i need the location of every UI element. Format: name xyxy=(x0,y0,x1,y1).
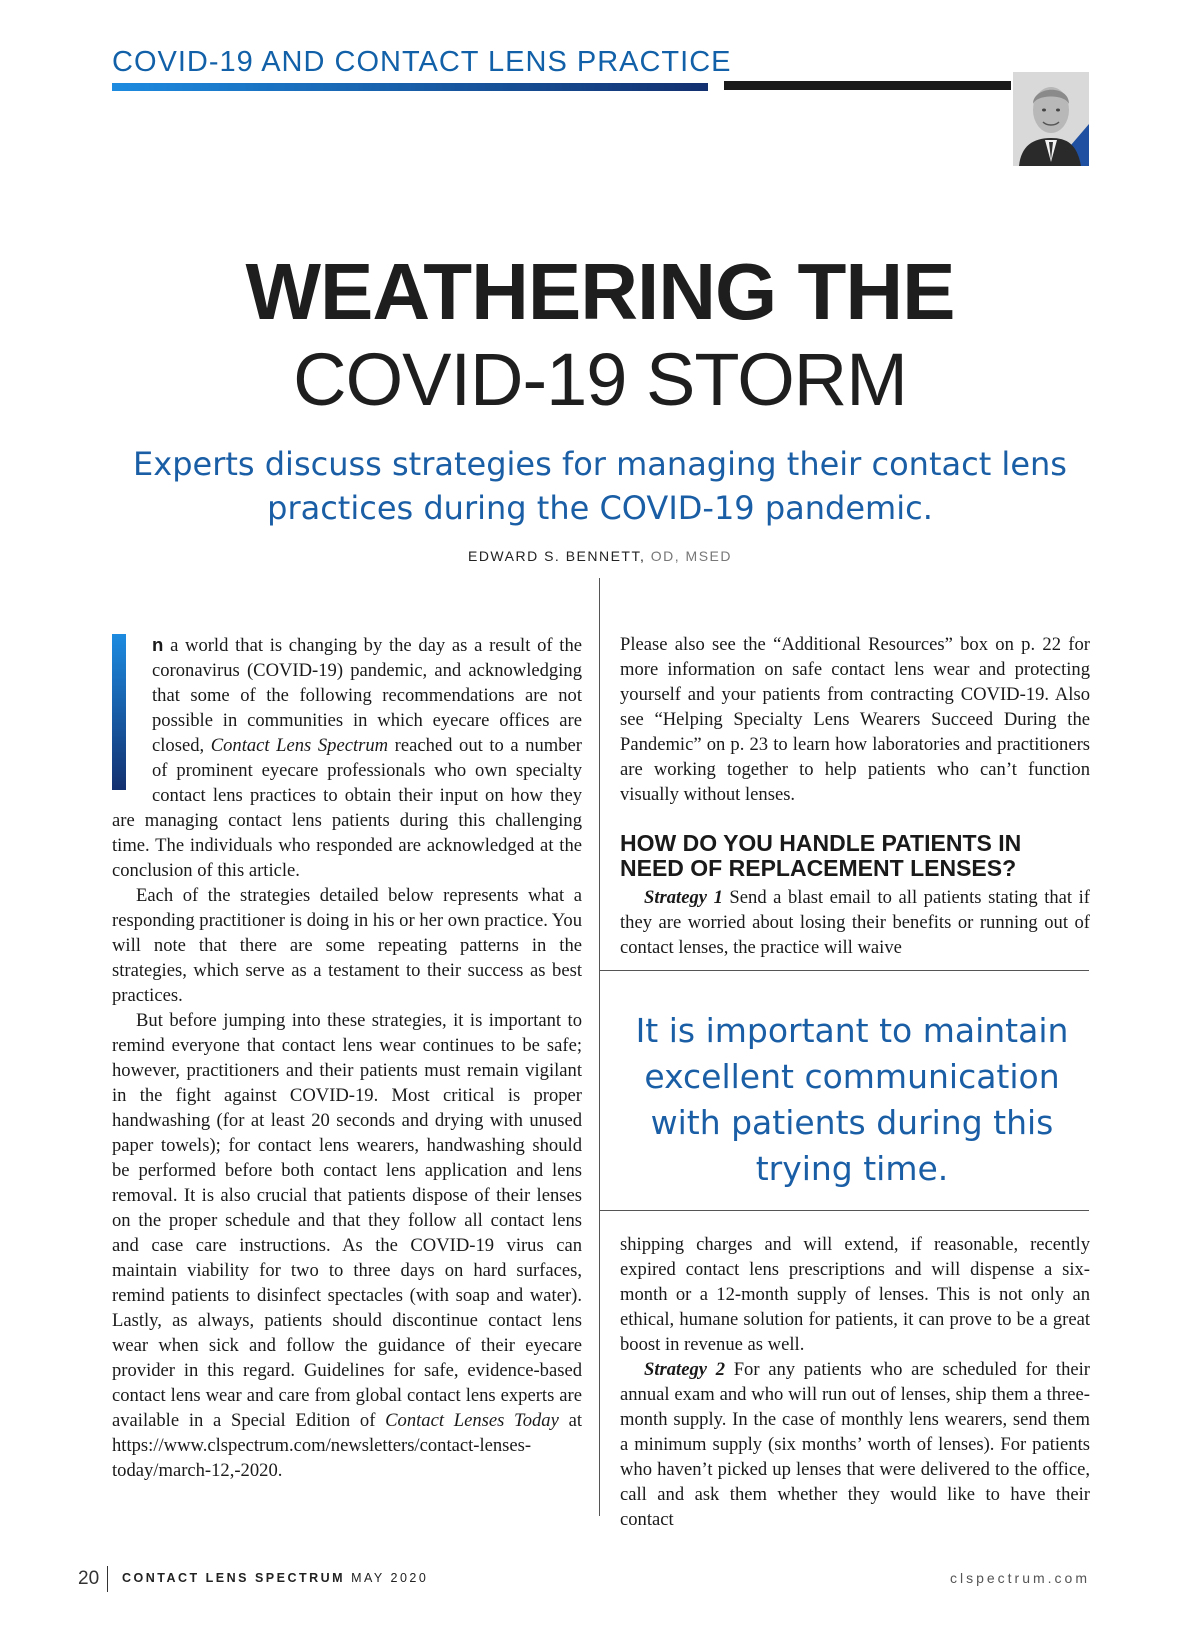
question-heading: HOW DO YOU HANDLE PATIENTS IN NEED OF REPLACEMENT LENSES? xyxy=(620,830,1022,881)
pullquote-top-rule xyxy=(599,970,1089,971)
paragraph xyxy=(112,1008,582,1483)
lead-word: n xyxy=(152,634,164,655)
paragraph-text: at https://www.clspectrum.com/newsletters/contact-lenses-today/march-12,-2020. xyxy=(112,1410,582,1481)
footer-url: clspectrum.com xyxy=(949,1570,1090,1586)
paragraph xyxy=(112,632,582,883)
paragraph-italic: Contact Lens Spectrum xyxy=(210,735,389,756)
strategy-label: Strategy 2 xyxy=(644,1359,726,1380)
footer-separator xyxy=(107,1566,108,1592)
magazine-name: CONTACT LENS SPECTRUM xyxy=(122,1571,346,1585)
footer-magazine xyxy=(122,1571,428,1585)
paragraph-text: reached out to a number of prominent eyecare professionals who own specialty contact lens practices to obtain their input on how they are managing contact lens patients during this challenging time. The individuals who responded are acknowledged at the conclusion of this article. xyxy=(112,735,582,881)
byline-author: EDWARD S. BENNETT, xyxy=(467,548,646,564)
paragraph: Each of the strategies detailed below represents what a responding practitioner is doing in his or her own practice. You will note that there are some repeating patterns in the strategies, which serve as a testament to their success as best practices. xyxy=(112,885,582,1006)
paragraph: shipping charges and will extend, if reasonable, recently expired contact lens prescriptions and will dispense a six-month or a 12-month supply of lenses. This is not only an ethical, humane solution for patients, it can prove to be a great boost in revenue as well. xyxy=(620,1234,1090,1355)
paragraph-text: For any patients who are scheduled for their annual exam and who will run out of lenses, ship them a three-month supply. In the case of monthly lens wearers, send them a minimum supply (six months’ worth of lenses). For patients who haven’t picked up lenses that were delivered to the office, call and ask them whether they would like to have their contact xyxy=(620,1359,1090,1530)
page-number: 20 xyxy=(78,1568,100,1589)
paragraph xyxy=(620,1357,1090,1532)
right-column-top xyxy=(620,632,1090,960)
paragraph: Please also see the “Additional Resources” box on p. 22 for more information on safe contact lens wear and protecting yourself and your patients from contracting COVID-19. Also see “Helping Specialty Lens Wearers Succeed During the Pandemic” on p. 23 to learn how laboratories and practitioners are working together to help patients who can’t function visually without lenses. xyxy=(620,634,1090,805)
author-headshot xyxy=(1013,72,1089,166)
header-blue-bar xyxy=(112,83,708,91)
right-column-bottom xyxy=(620,1232,1090,1532)
byline-credentials: OD, MSED xyxy=(650,548,732,564)
paragraph-text: Send a blast email to all patients stating that if they are worried about losing their benefits or running out of contact lenses, the practice will waive xyxy=(620,887,1090,958)
title-line-2: COVID-19 STORM xyxy=(293,338,907,421)
column-divider xyxy=(599,578,600,1516)
left-column xyxy=(112,632,582,1483)
subtitle: Experts discuss strategies for managing their contact lens practices during the COVID-19 pandemic. xyxy=(133,445,1067,527)
pullquote-bottom-rule xyxy=(599,1210,1089,1211)
paragraph-italic: Contact Lenses Today xyxy=(385,1410,559,1431)
paragraph-text: But before jumping into these strategies, it is important to remind everyone that contact lens wear continues to be safe; however, practitioners and their patients must remain vigilant in the fight against COVID-19. Most critical is proper handwashing (for at least 20 seconds and drying with unused paper towels); for contact lens wearers, handwashing should be performed before both contact lens application and lens removal. It is also crucial that patients dispose of their lenses on the proper schedule and that they follow all contact lens and case care instructions. As the COVID-19 virus can maintain viability for two to three days on hard surfaces, remind patients to disinfect spectacles (with soap and water). Lastly, as always, patients should discontinue contact lens wear when sick and follow the guidance of their eyecare provider in this regard. Guidelines for safe, evidence-based contact lens wear and care from global contact lens experts are available in a Special Edition of xyxy=(112,1010,582,1431)
issue-date: MAY 2020 xyxy=(351,1571,429,1585)
section-label: COVID-19 AND CONTACT LENS PRACTICE xyxy=(112,46,732,78)
dropcap-bar xyxy=(112,634,126,790)
header-black-bar xyxy=(724,81,1011,90)
pull-quote: It is important to maintain excellent communication with patients during this trying time. xyxy=(635,1011,1069,1188)
paragraph-text: a world that is changing by the day as a result of the coronavirus (COVID-19) pandemic, and acknowledging that some of the following recommendations are not possible in communities in which eyecare offices are closed, xyxy=(152,635,582,756)
paragraph xyxy=(620,885,1090,960)
strategy-label: Strategy 1 xyxy=(644,887,723,908)
byline xyxy=(0,548,1200,564)
title-line-1: WEATHERING THE xyxy=(245,247,955,336)
